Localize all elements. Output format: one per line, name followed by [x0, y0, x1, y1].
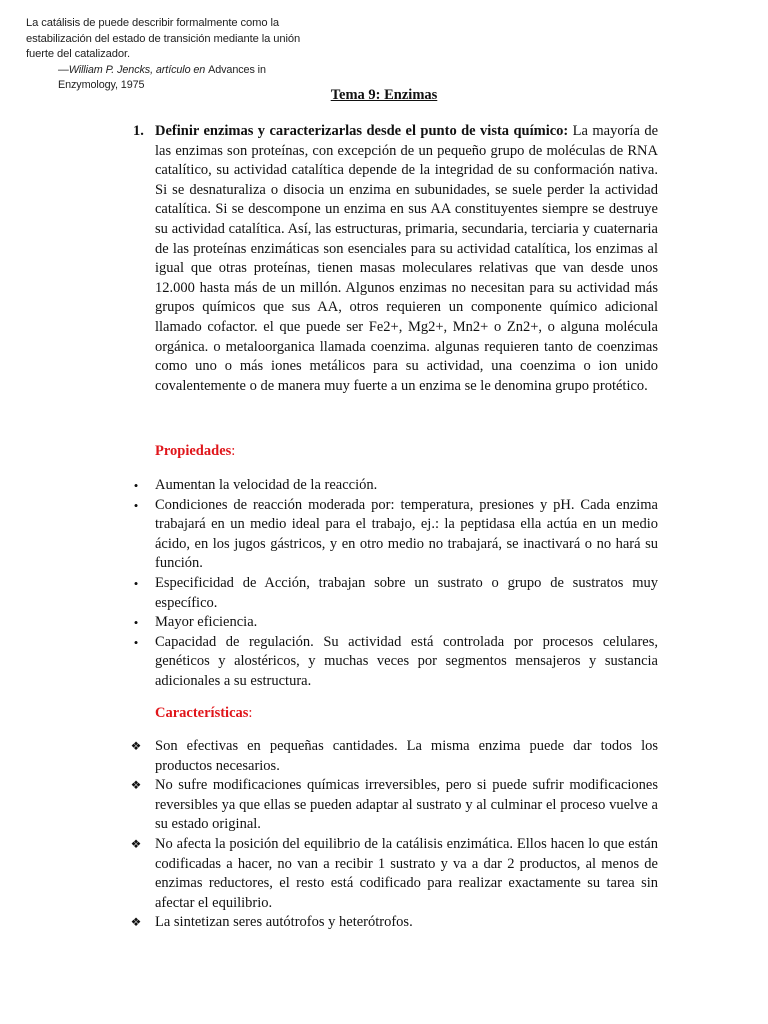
section-heading-propiedades [155, 442, 235, 462]
diamond-bullet-icon: ❖ [130, 778, 142, 793]
list-item [133, 613, 658, 633]
list-item [133, 633, 658, 692]
page-title: Tema 9: Enzimas [330, 87, 438, 103]
bullet-icon: • [133, 497, 139, 513]
list-item-text: Capacidad de regulación. Su actividad está controlada por procesos celulares, genéticos y alostéricos, y muchas veces por segmentos mensajeros y sustancia adicionales a su estructura. [155, 633, 658, 689]
list-item [130, 776, 658, 835]
quote-journal: Advances in Enzymology, 1975 [58, 63, 266, 91]
list-item [133, 574, 658, 613]
section-heading-caracteristicas [155, 704, 252, 724]
epigraph-quote [26, 16, 326, 94]
list-item-text: Son efectivas en pequeñas cantidades. La misma enzima puede dar todos los productos necesarios. [155, 738, 658, 774]
bullet-icon: • [133, 575, 139, 591]
list-item-text: No sufre modificaciones químicas irreversibles, pero si puede sufrir modificaciones reversibles ya que ellas se pueden adaptar al sustrato y al culminar el proceso vuelve a su estado original. [155, 777, 658, 833]
list-item-text: Especificidad de Acción, trabajan sobre un sustrato o grupo de sustratos muy específico. [155, 574, 658, 611]
bullet-icon: • [133, 615, 139, 631]
quote-author: —William P. Jencks, artículo en [58, 63, 209, 76]
definition-body: La mayoría de las enzimas son proteínas, con excepción de un pequeño grupo de moléculas de RNA catalítico, su actividad catalítica depende de la integridad de su conformación nativa. Si se desnaturaliza o disocia un enzima en subunidades, se suele perder la actividad catalítica. Si se descompone un enzima en sus AA constituyentes siempre se destruye su actividad catalítica. Así, las estructuras, primaria, secundaria, terciaria y cuaternaria de las proteínas enzimáticas son esenciales para su actividad catalítica, los enzimas al igual que otras proteínas, tienen masas moleculares relativas que van desde unos 12.000 hasta más de un millón. Algunos enzimas no necesitan para su actividad más grupos químicos que sus AA, otros requieren un componente químico adicional llamado cofactor. el que puede ser Fe2+, Mg2+, Mn2+ o Zn2+, o alguna molécula orgánica. o metaloorganica llamada coenzima. algunas requieren tanto de coenzimas como uno o más iones metálicos para su actividad, una coenzima o ion unido covalentemente o de manera muy fuerte a un enzima se le denomina grupo protético. [155, 123, 658, 394]
list-item [130, 835, 658, 913]
list-item [133, 476, 658, 496]
list-item [133, 496, 658, 574]
heading-colon: : [231, 443, 236, 459]
definition-paragraph [155, 122, 658, 396]
bullet-icon: • [133, 478, 139, 493]
item-number: 1. [133, 123, 144, 139]
list-item-text: Aumentan la velocidad de la reacción. [155, 477, 378, 493]
list-item [130, 913, 658, 933]
heading-colon: : [248, 705, 253, 721]
quote-line: La catálisis de puede describir formalmente como la [26, 17, 279, 29]
caracteristicas-label: Características [155, 705, 249, 721]
diamond-bullet-icon: ❖ [130, 836, 142, 851]
list-item-text: No afecta la posición del equilibrio de la catálisis enzimática. Ellos hacen lo que están codificadas a hacer, no van a recibir 1 sustrato y va a dar 2 productos, al menos de enzimas reductores, el resto está codificado para realizar exactamente su tarea sin afectar el equilibrio. [155, 835, 658, 911]
list-item-text: Mayor eficiencia. [155, 614, 258, 631]
quote-line: estabilización del estado de transición mediante la unión [26, 32, 301, 45]
quote-line: fuerte del catalizador. [26, 48, 131, 60]
propiedades-list [133, 476, 658, 692]
list-item-text: Condiciones de reacción moderada por: temperatura, presiones y pH. Cada enzima trabajará en un medio ideal para el trabajo, ej.: la peptidasa ella actúa en un medio ácido, en los jugos gástricos, y en otro medio no trabajará, se inactivará o no hará su función. [155, 496, 658, 572]
diamond-bullet-icon: ❖ [130, 915, 142, 930]
list-item-text: La sintetizan seres autótrofos y heterótrofos. [155, 914, 413, 931]
diamond-bullet-icon: ❖ [130, 739, 142, 753]
caracteristicas-list [130, 737, 658, 933]
list-item [130, 737, 658, 776]
definition-lead: Definir enzimas y caracterizarlas desde el punto de vista químico: [155, 123, 569, 139]
bullet-icon: • [133, 634, 139, 650]
propiedades-label: Propiedades [155, 443, 232, 459]
